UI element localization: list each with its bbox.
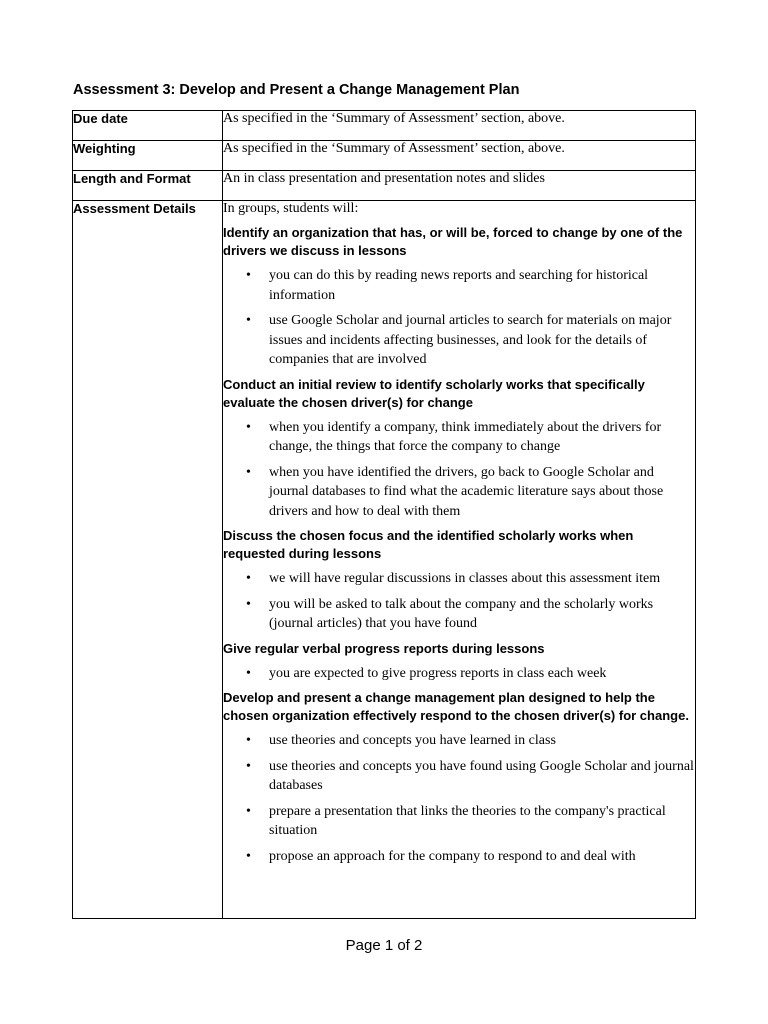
row-value-weighting: As specified in the ‘Summary of Assessment’ section, above. (223, 141, 696, 171)
table-row (73, 171, 696, 201)
bullet-text: use theories and concepts you have learned in class (269, 733, 556, 748)
row-label-length-format: Length and Format (73, 171, 223, 201)
table-row (73, 201, 696, 919)
row-value-due-date: As specified in the ‘Summary of Assessment’ section, above. (223, 111, 696, 141)
bullet-icon: • (246, 313, 251, 328)
row-value-length-format: An in class presentation and presentation notes and slides (223, 171, 696, 201)
section-heading: Develop and present a change management plan designed to help the chosen organization effectively respond to the chosen driver(s) for change. (223, 690, 689, 723)
list-item (223, 569, 695, 589)
page-number: Page 1 of 2 (345, 937, 423, 954)
assessment-details-content (223, 201, 696, 919)
bullet-text: use theories and concepts you have found using Google Scholar and journal databases (269, 758, 694, 793)
bullet-text: when you have identified the drivers, go back to Google Scholar and journal databases to find what the academic literature says about those drivers and how to deal with them (269, 464, 664, 519)
list-item (223, 418, 695, 457)
list-item (223, 664, 695, 684)
bullet-text: propose an approach for the company to respond to and deal with (269, 848, 636, 864)
list-item (223, 595, 695, 634)
bullet-list (223, 569, 695, 634)
bullet-icon: • (246, 419, 251, 435)
bullet-icon: • (246, 464, 251, 480)
list-item (223, 757, 695, 796)
bullet-list (223, 266, 695, 370)
assessment-table (72, 110, 696, 919)
bullet-text: you are expected to give progress reports in class each week (269, 665, 607, 681)
section-heading: Identify an organization that has, or will be, forced to change by one of the drivers we discuss in lessons (223, 225, 683, 258)
details-sections (223, 224, 695, 866)
bullet-icon: • (246, 571, 251, 586)
bullet-icon: • (246, 596, 251, 612)
bullet-text: when you identify a company, think immediately about the drivers for change, the things that force the company to change (269, 419, 662, 454)
bullet-icon: • (246, 758, 251, 774)
bullet-text: use Google Scholar and journal articles to search for materials on major issues and incidents affecting businesses, and look for the details of companies that are involved (269, 313, 672, 367)
list-item (223, 311, 695, 370)
bullet-icon: • (246, 665, 251, 681)
document-title: Assessment 3: Develop and Present a Change Management Plan (73, 82, 520, 98)
row-label-due-date: Due date (73, 111, 223, 141)
bullet-text: we will have regular discussions in classes about this assessment item (269, 571, 661, 586)
bullet-text: you can do this by reading news reports and searching for historical information (269, 268, 649, 303)
bullet-text: prepare a presentation that links the theories to the company's practical situation (269, 803, 666, 838)
section-heading: Discuss the chosen focus and the identified scholarly works when requested during lessons (223, 528, 634, 561)
list-item (223, 463, 695, 522)
table-row (73, 111, 696, 141)
section-heading: Give regular verbal progress reports during lessons (223, 640, 545, 656)
row-label-weighting: Weighting (73, 141, 223, 171)
list-item (223, 847, 695, 867)
bullet-list (223, 418, 695, 522)
bullet-icon: • (246, 733, 251, 748)
row-label-assessment-details: Assessment Details (73, 201, 223, 919)
bullet-icon: • (246, 803, 251, 819)
bullet-icon: • (246, 268, 251, 283)
section-heading: Conduct an initial review to identify scholarly works that specifically evaluate the chosen driver(s) for change (223, 376, 645, 410)
list-item (223, 266, 695, 305)
bullet-icon: • (246, 848, 251, 864)
details-intro: In groups, students will: (223, 201, 359, 216)
bullet-list (223, 664, 695, 684)
list-item (223, 731, 695, 751)
table-row (73, 141, 696, 171)
list-item (223, 802, 695, 841)
bullet-list (223, 731, 695, 866)
bullet-text: you will be asked to talk about the company and the scholarly works (journal articles) that you have found (269, 596, 654, 631)
